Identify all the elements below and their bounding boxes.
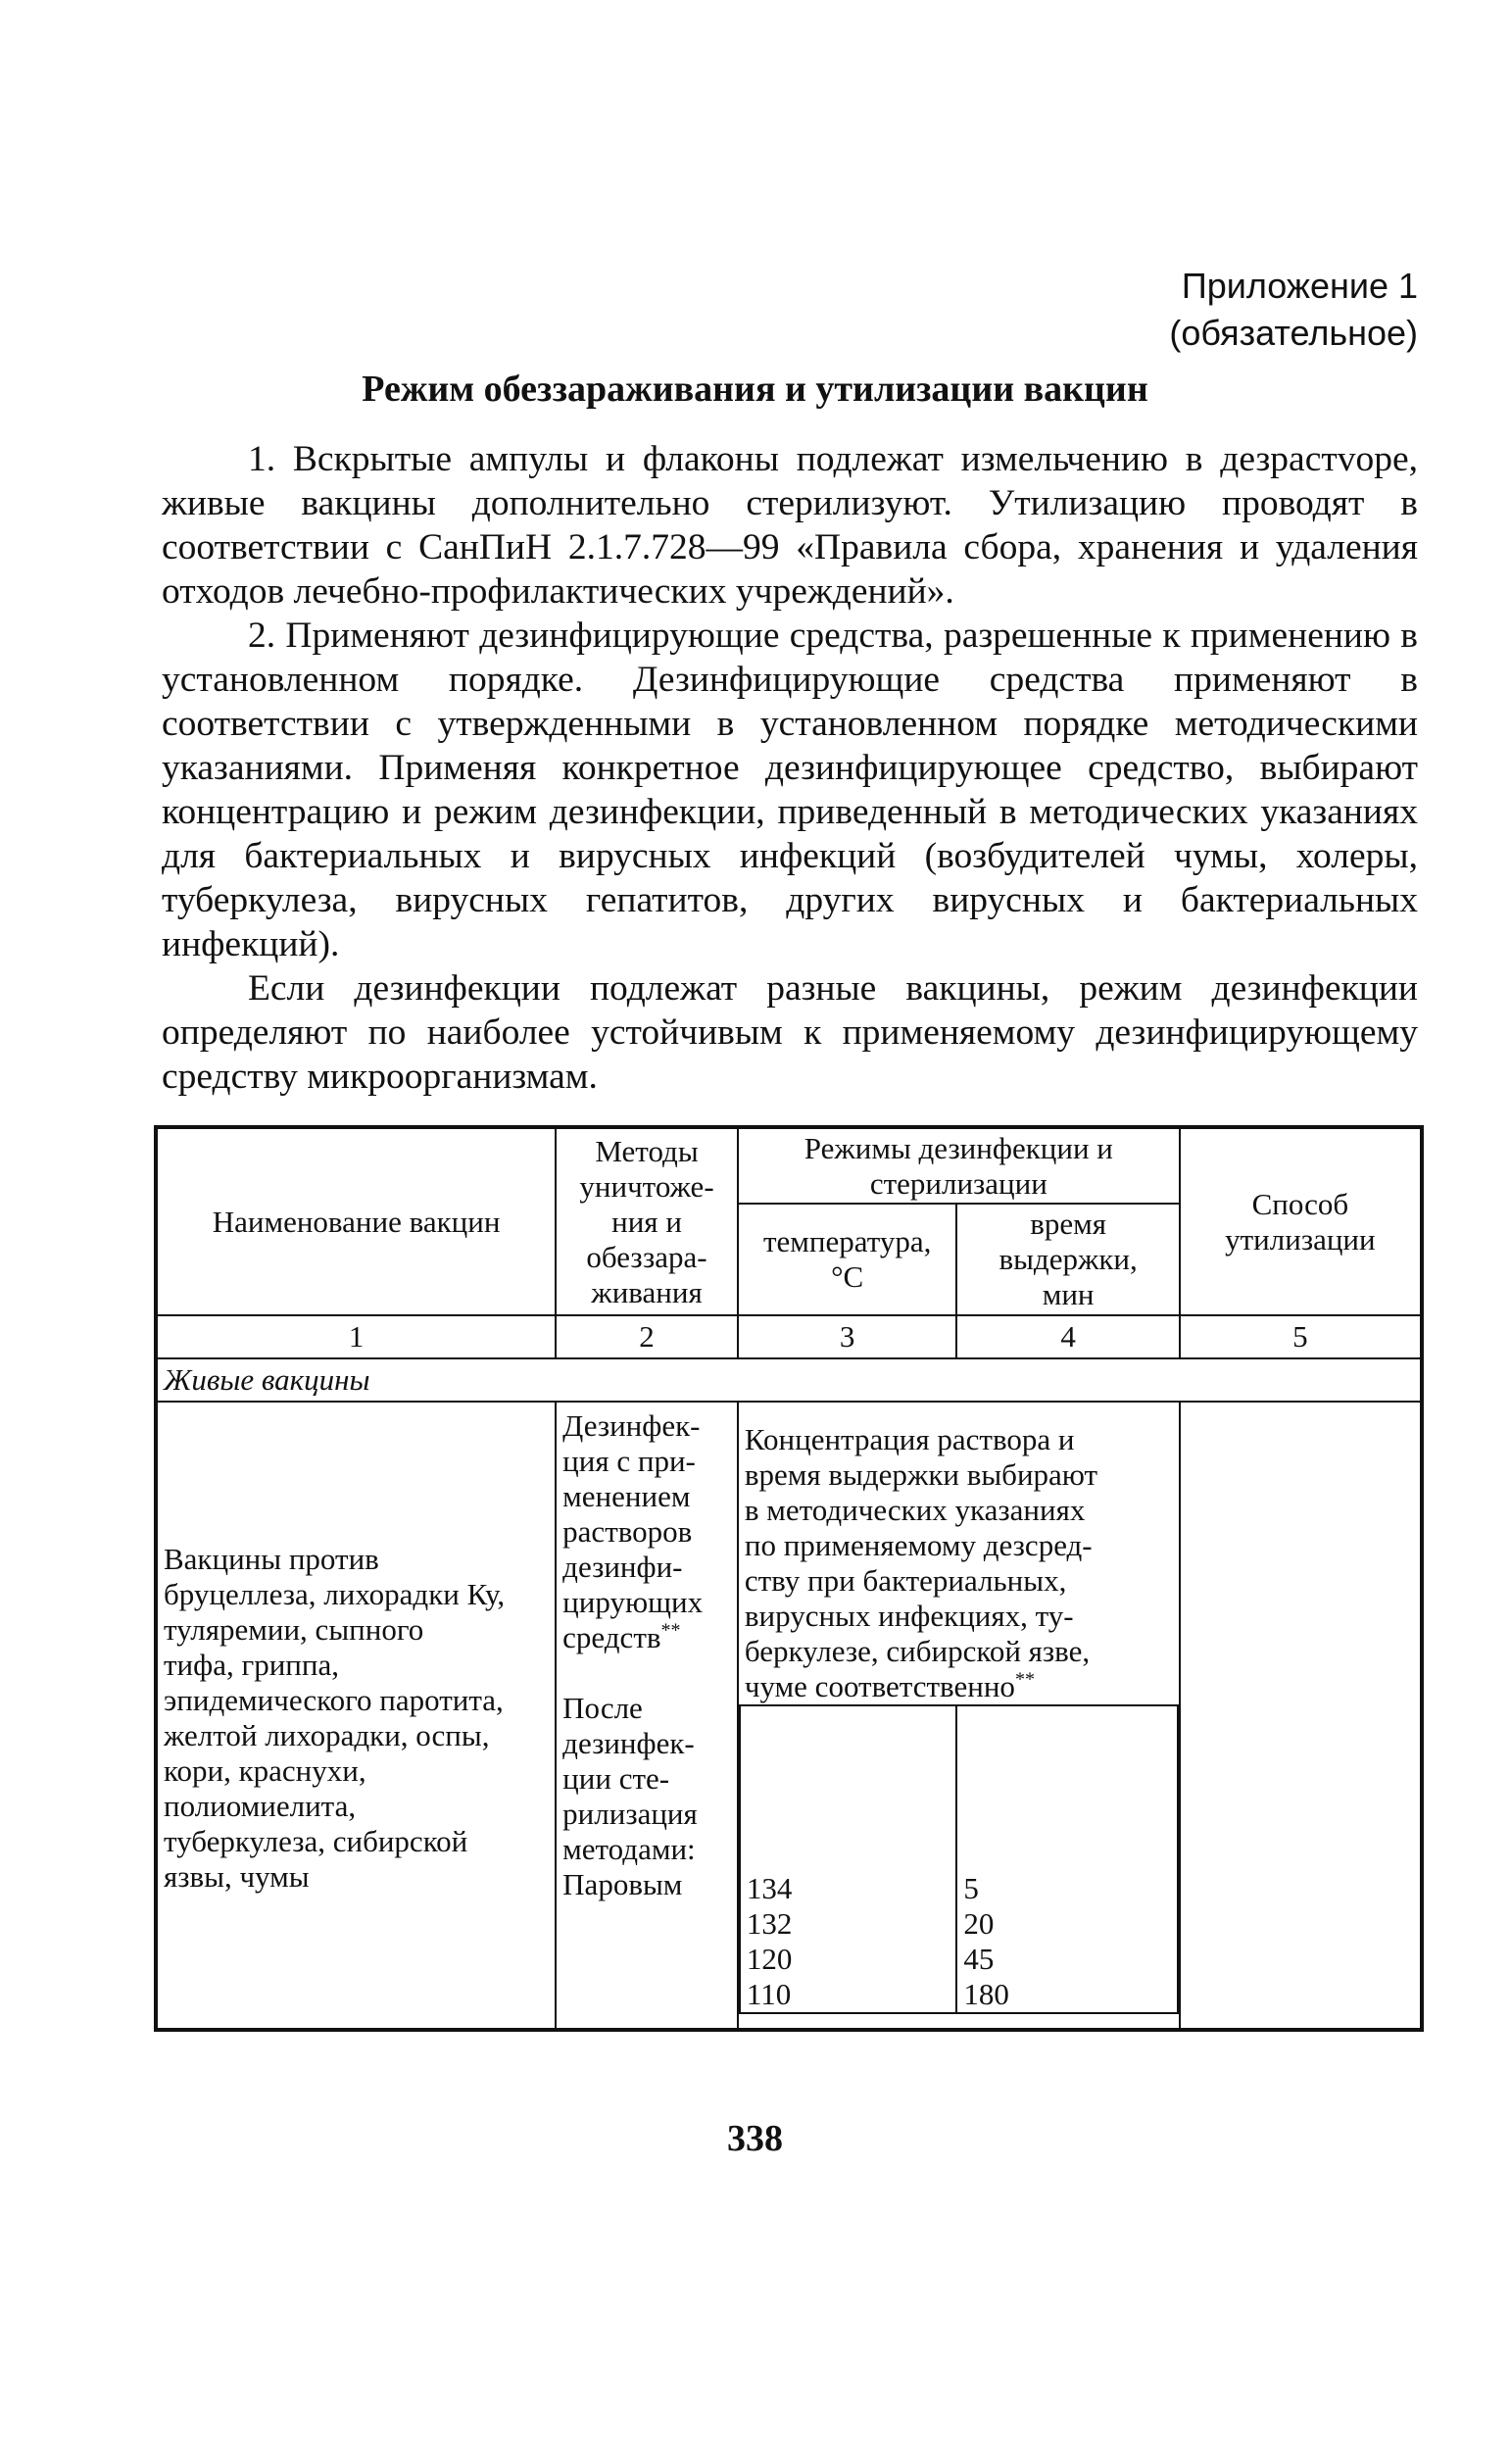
methods-line: растворов — [562, 1514, 693, 1549]
methods-line: рилизация — [562, 1797, 698, 1831]
disinfection-table — [154, 1125, 1424, 2032]
concentration-text-end: чуме соответственно — [744, 1669, 1015, 1703]
values-row — [740, 1705, 1178, 2013]
header-vaccine-name: Наименование вакцин — [156, 1127, 556, 1315]
concentration-line: Концентрация раствора и — [744, 1422, 1075, 1456]
header-methods-line: ния и — [611, 1204, 682, 1239]
header-modes-line: Режимы дезинфекции и — [804, 1130, 1113, 1165]
methods-line — [562, 1620, 731, 1655]
header-temperature-line: °С — [831, 1259, 864, 1294]
methods-line: После — [562, 1691, 643, 1725]
methods-line: Дезинфек- — [562, 1408, 701, 1443]
vaccine-line: бруцеллеза, лихорадки Ку, — [164, 1577, 506, 1611]
header-temperature-line: температура, — [762, 1224, 932, 1258]
header-disposal-line: утилизации — [1225, 1221, 1376, 1257]
time-values — [956, 1705, 1177, 2013]
temp-time-values — [739, 1704, 1179, 2014]
temperature-values — [740, 1705, 956, 2013]
page-title: Режим обеззараживания и утилизации вакцин — [362, 369, 1148, 410]
header-methods-line: Методы — [595, 1133, 699, 1168]
methods-line: менением — [562, 1479, 691, 1513]
concentration-line: беркулезе, сибирской язве, — [744, 1634, 1091, 1668]
methods-spacer — [562, 1655, 731, 1691]
table-row — [156, 1402, 1422, 2030]
table-header-row — [156, 1127, 1422, 1204]
time-value: 180 — [963, 1977, 1009, 2011]
paragraph: 2. Применяют дезинфицирующие средства, разрешенные к применению в установленном порядке. Дезинфицирующие средства применяют в соответствии с утвержденными в установленном порядке методическими указаниями. Применяя конкретное дезинфицирующее средство, выбирают концентрацию и режим дезинфекции, приведенный в методических указаниях для бактериальных и вирусных инфекций (возбудителей чумы, холеры, туберкулеза, вирусных гепатитов, других вирусных и бактериальных инфекций). — [162, 616, 1418, 964]
column-number-row — [156, 1315, 1422, 1358]
header-modes-line: стерилизации — [869, 1165, 1047, 1201]
section-row — [156, 1358, 1422, 1402]
column-number: 4 — [956, 1315, 1179, 1358]
paragraph: 1. Вскрытые ампулы и флаконы подлежат измельчению в дезрастvоре, живые вакцины дополнительно стерилизуют. Утилизацию проводят в соответствии с СанПиН 2.1.7.728—99 «Правила сбора, хранения и удаления отходов лечебно-профилактических учреждений». — [162, 439, 1418, 612]
column-number: 2 — [556, 1315, 738, 1358]
concentration-line: ству при бактериальных, — [744, 1563, 1067, 1598]
temperature-value: 110 — [746, 1977, 792, 2011]
column-number: 5 — [1180, 1315, 1422, 1358]
appendix-status: (обязательное) — [1169, 313, 1418, 353]
page-number: 338 — [727, 2118, 783, 2159]
concentration-line: в методических указаниях — [744, 1493, 1086, 1527]
header-methods — [556, 1127, 738, 1315]
concentration-line: время выдержки выбирают — [744, 1457, 1098, 1492]
vaccine-line: язвы, чумы — [164, 1859, 310, 1894]
footnote-mark: ** — [660, 1619, 681, 1642]
time-value: 20 — [963, 1906, 995, 1941]
vaccine-line: тифа, гриппа, — [164, 1648, 339, 1682]
section-title: Живые вакцины — [156, 1358, 1422, 1402]
temperature-value: 120 — [746, 1942, 793, 1976]
disposal-cell — [1180, 1402, 1422, 2030]
methods-line: цирующих — [562, 1585, 704, 1619]
vaccine-line: Вакцины против — [164, 1542, 379, 1576]
vaccine-line: эпидемического паротита, — [164, 1683, 504, 1717]
header-methods-line: обеззара- — [586, 1239, 707, 1274]
header-disposal-line: Способ — [1251, 1186, 1349, 1221]
header-methods-line: уничтоже- — [579, 1168, 714, 1204]
methods-line: дезинфи- — [562, 1550, 683, 1584]
methods-spacer — [562, 1902, 731, 2028]
paragraph: Если дезинфекции подлежат разные вакцины, режим дезинфекции определяют по наиболее устойчивым к применяемому дезинфицирующему средству микроорганизмам. — [162, 968, 1418, 1097]
vaccine-line: туляремии, сыпного — [164, 1612, 424, 1647]
methods-line: методами: — [562, 1832, 696, 1866]
header-modes — [738, 1127, 1180, 1204]
methods-line: дезинфек- — [562, 1726, 695, 1760]
time-value: 5 — [963, 1871, 979, 1905]
concentration-text — [739, 1422, 1179, 1704]
concentration-line — [745, 1669, 1173, 1704]
header-time-line: мин — [1042, 1277, 1095, 1311]
temperature-value: 134 — [746, 1871, 793, 1905]
methods-cell — [556, 1402, 738, 2030]
concentration-line: по применяемому дезсред- — [744, 1528, 1093, 1562]
methods-line: Паровым — [562, 1867, 683, 1901]
vaccine-line: полиомиелита, — [164, 1789, 357, 1823]
header-methods-line: живания — [591, 1274, 703, 1309]
column-number: 1 — [156, 1315, 556, 1358]
body-text — [162, 437, 1418, 1099]
methods-text: средств — [562, 1620, 661, 1654]
header-time-line: время — [1030, 1207, 1106, 1241]
methods-line: ция с при- — [562, 1444, 696, 1478]
appendix-label — [1169, 263, 1418, 357]
footnote-mark: ** — [1014, 1668, 1035, 1691]
concentration-line: вирусных инфекциях, ту- — [744, 1599, 1074, 1633]
vaccine-line: туберкулеза, сибирской — [164, 1824, 468, 1858]
header-time-line: выдержки, — [999, 1242, 1138, 1276]
methods-line: ции сте- — [562, 1761, 670, 1796]
vaccine-line: желтой лихорадки, оспы, — [164, 1718, 490, 1752]
time-value: 45 — [963, 1942, 995, 1976]
vaccine-line: кори, краснухи, — [164, 1753, 366, 1788]
header-disposal — [1180, 1127, 1422, 1315]
appendix-number: Приложение 1 — [1181, 266, 1418, 306]
header-time — [956, 1204, 1179, 1315]
column-number: 3 — [738, 1315, 957, 1358]
temperature-value: 132 — [746, 1906, 793, 1941]
vaccine-list — [156, 1402, 556, 2030]
modes-cell — [738, 1402, 1180, 2030]
header-temperature — [738, 1204, 957, 1315]
